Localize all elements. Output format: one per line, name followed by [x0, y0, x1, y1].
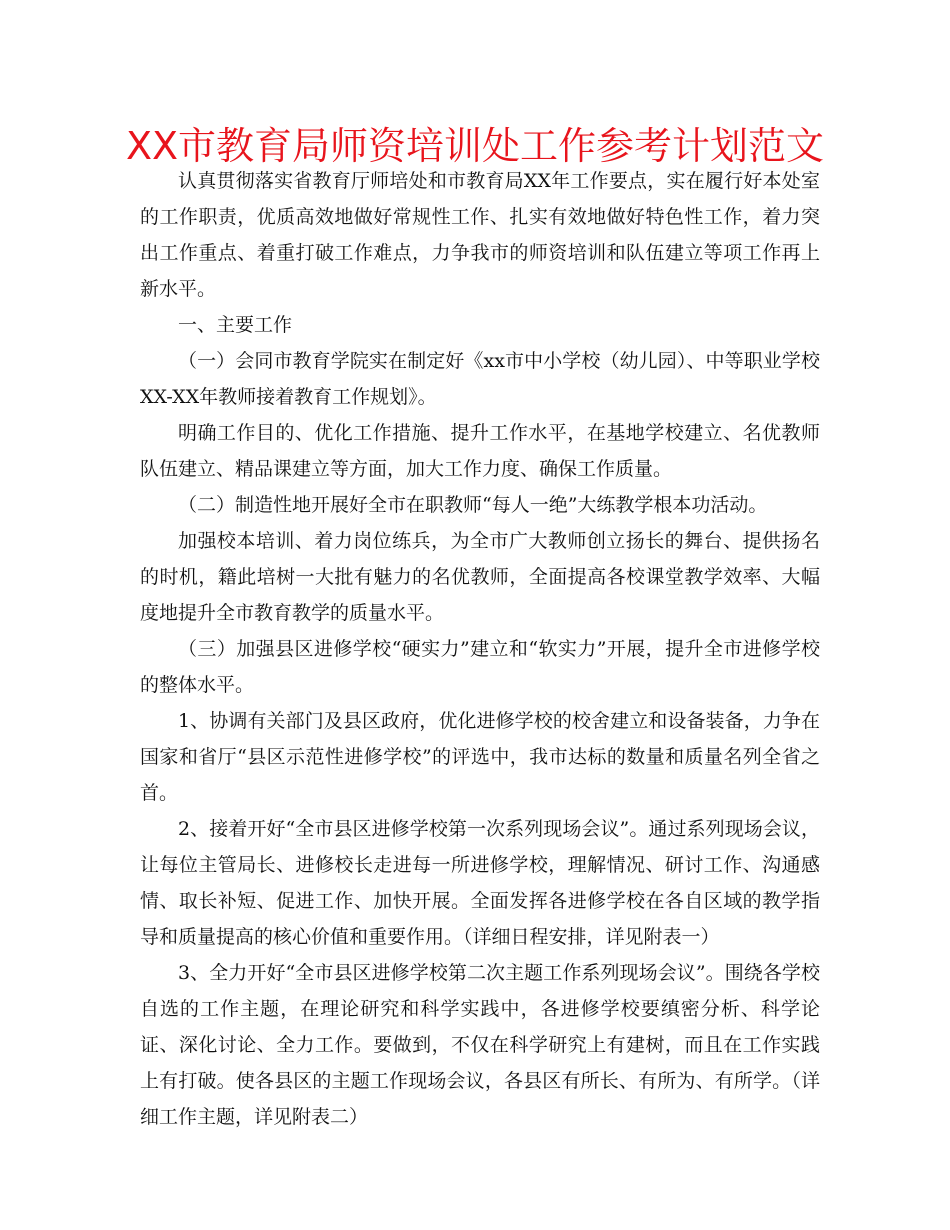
paragraph-item-2-detail: 加强校本培训、着力岗位练兵，为全市广大教师创立扬长的舞台、提供扬名的时机，籍此培树一大批有魅力的名优教师，全面提高各校课堂教学效率、大幅度地提升全市教育教学的质量水平。 — [140, 530, 820, 624]
paragraph-item-3: （三）加强县区进修学校“硬实力”建立和“软实力”开展，提升全市进修学校的整体水平。 — [140, 638, 820, 696]
paragraph-intro: 认真贯彻落实省教育厅师培处和市教育局XX年工作要点，实在履行好本处室的工作职责，优质高效地做好常规性工作、扎实有效地做好特色性工作，着力突出工作重点、着重打破工作难点，力争我市的师资培训和队伍建立等项工作再上新水平。 — [140, 170, 820, 300]
paragraph-subitem-3: 3、全力开好“全市县区进修学校第二次主题工作系列现场会议”。围绕各学校自选的工作主题，在理论研究和科学实践中，各进修学校要缜密分析、科学论证、深化讨论、全力工作。要做到，不仅在科学研究上有建树，而且在工作实践上有打破。使各县区的主题工作现场会议，各县区有所长、有所为、有所学。（详细工作主题，详见附表二） — [140, 962, 820, 1128]
paragraph-item-1: （一）会同市教育学院实在制定好《xx市中小学校（幼儿园）、中等职业学校XX-XX年教师接着教育工作规划》。 — [140, 350, 820, 408]
paragraph-subitem-1: 1、协调有关部门及县区政府，优化进修学校的校舍建立和设备装备，力争在国家和省厅“县区示范性进修学校”的评选中，我市达标的数量和质量名列全省之首。 — [140, 710, 820, 804]
document-title: XX市教育局师资培训处工作参考计划范文 — [125, 124, 825, 168]
document-body — [140, 163, 820, 1135]
paragraph-item-1-detail: 明确工作目的、优化工作措施、提升工作水平，在基地学校建立、名优教师队伍建立、精品课建立等方面，加大工作力度、确保工作质量。 — [140, 422, 820, 480]
paragraph-item-2: （二）制造性地开展好全市在职教师“每人一绝”大练教学根本功活动。 — [178, 494, 768, 516]
paragraph-subitem-2: 2、接着开好“全市县区进修学校第一次系列现场会议”。通过系列现场会议，让每位主管局长、进修校长走进每一所进修学校，理解情况、研讨工作、沟通感情、取长补短、促进工作、加快开展。全面发挥各进修学校在各自区域的教学指导和质量提高的核心价值和重要作用。（详细日程安排，详见附表一） — [140, 818, 820, 948]
section-heading-main-work: 一、主要工作 — [178, 314, 293, 336]
